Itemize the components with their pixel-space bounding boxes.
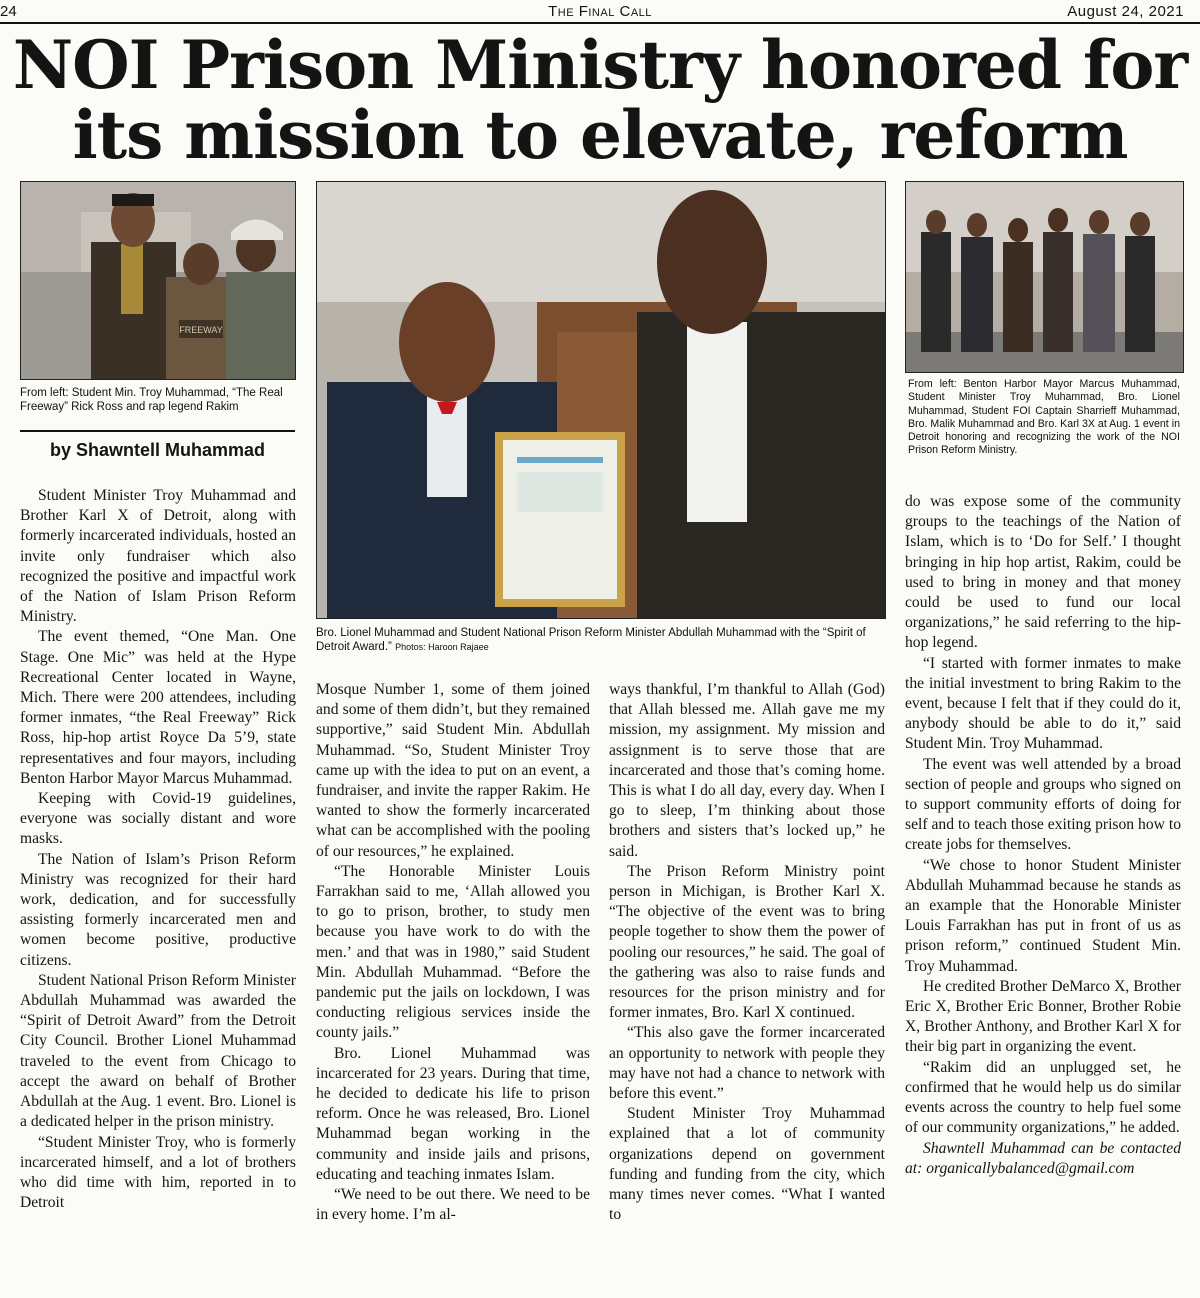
article-column-4 — [905, 492, 1181, 1179]
paragraph: “Rakim did an unplugged set, he confirmed that he would help us do similar events across the country to help fuel some of our community organizations,” he added. — [905, 1058, 1181, 1137]
paragraph: The Nation of Islam’s Prison Reform Ministry was recognized for their hard work, dedication, and for successfully assisting formerly incarcerated men and women become positive, productive citizens. — [20, 850, 296, 969]
photo-right-caption: From left: Benton Harbor Mayor Marcus Muhammad, Student Minister Troy Muhammad, Bro. Lionel Muhammad, Student FOI Captain Sharrieff Muhammad, Bro. Malik Muhammad and Bro. Karl 3X at Aug. 1 event in Detroit honoring and recognizing the work of the NOI Prison Reform Ministry. — [908, 378, 1180, 457]
paragraph: “We chose to honor Student Minister Abdullah Muhammad because he stands as an example that the Honorable Minister Louis Farrakhan has put in front of us as prison reform,” continued Student Min. Troy Muhammad. — [905, 856, 1181, 975]
paragraph: The event was well attended by a broad section of people and groups who signed on to support community efforts of doing for self and to teach those exiting prison how to create jobs for themselves. — [905, 755, 1181, 854]
paragraph: “I started with former inmates to make the initial investment to bring Rakim to the event, because I felt that if they could do it, anybody should be able to do it,” said Student Min. Troy Muhammad. — [905, 654, 1181, 753]
paragraph: “This also gave the former incarcerated an opportunity to network with people they may have not had a chance to network with before this event.” — [609, 1024, 885, 1103]
photo-center-image — [317, 182, 885, 618]
photo-left — [20, 181, 296, 380]
page-number: 24 — [0, 3, 17, 20]
issue-date: August 24, 2021 — [1067, 3, 1184, 20]
paragraph: Student Minister Troy Muhammad explained that a lot of community organizations depend on government funding and funding from the city, which many times never comes. “What I wanted to — [609, 1105, 885, 1224]
paragraph: Keeping with Covid-19 guidelines, everyone was socially distant and wore masks. — [20, 790, 296, 848]
paragraph: Student Minister Troy Muhammad and Brother Karl X of Detroit, along with formerly incarcerated individuals, hosted an invite only fundraiser which also recognized the positive and impactful work of the Nation of Islam Prison Reform Ministry. — [20, 487, 296, 626]
headline-line-1: NOI Prison Ministry honored for — [12, 26, 1188, 104]
paragraph: Student National Prison Reform Minister Abdullah Muhammad was awarded the “Spirit of Detroit Award” from the Detroit City Council. Brother Lionel Muhammad traveled to the event from Chicago to accept the award on behalf of Brother Abdullah at the Aug. 1 event. Bro. Lionel is a dedicated helper in the prison ministry. — [20, 971, 296, 1131]
byline: by Shawntell Muhammad — [20, 430, 295, 461]
photo-center-caption — [316, 626, 888, 654]
photo-left-caption: From left: Student Min. Troy Muhammad, “The Real Freeway” Rick Ross and rap legend Rakim — [20, 387, 283, 413]
paragraph: ways thankful, I’m thankful to Allah (God) that Allah blessed me. Allah gave me my mission, my assignment. My mission and assignment is to serve those that are incarcerated and those that’s coming home. This is what I do all day, every day. When I go to sleep, I’m thinking about those brothers and sisters that’s locked up,” he said. — [609, 681, 885, 860]
photo-center-caption-text: Bro. Lionel Muhammad and Student National Prison Reform Minister Abdullah Muhammad with the “Spirit of Detroit Award.” — [316, 627, 866, 653]
paragraph: “We need to be out there. We need to be in every home. I’m al- — [316, 1186, 590, 1224]
paragraph: Mosque Number 1, some of them joined and some of them didn’t, but they remained supportive,” said Student Min. Abdullah Muhammad. “So, Student Minister Troy came up with the idea to put on an event, a fundraiser, and invite the rapper Rakim. He wanted to show the formerly incarcerated what can be accomplished with the pooling of our resources,” he explained. — [316, 681, 590, 860]
article-column-1 — [20, 486, 296, 1213]
publication-name: The Final Call — [548, 3, 652, 20]
photo-right-image — [906, 182, 1183, 372]
author-contact: Shawntell Muhammad can be contacted at: organicallybalanced@gmail.com — [905, 1139, 1181, 1177]
photo-left-image — [21, 182, 295, 379]
photo-right — [905, 181, 1184, 373]
folio-bar — [0, 2, 1200, 24]
headline — [0, 26, 1200, 174]
paragraph: The event themed, “One Man. One Stage. One Mic” was held at the Hype Recreational Center located in Wayne, Mich. There were 200 attendees, including former inmates, “the Real Freeway” Rick Ross, hip-hop artist Royce Da 5’9, state representatives and four mayors, including Benton Harbor Mayor Marcus Muhammad. — [20, 628, 296, 787]
paragraph: Bro. Lionel Muhammad was incarcerated for 23 years. During that time, he decided to dedicate his life to prison reform. Once he was released, Bro. Lionel Muhammad began working in the community and inside jails and prisons, educating and teaching inmates Islam. — [316, 1044, 590, 1183]
photo-credit: Photos: Haroon Rajaee — [395, 642, 489, 652]
article-column-3 — [609, 680, 885, 1225]
headline-line-2: its mission to elevate, reform — [72, 96, 1128, 174]
paragraph: “The Honorable Minister Louis Farrakhan said to me, ‘Allah allowed you to go to prison, brother, to study men because you have work to do with the men.’ and that was in 1980,” said Student Min. Abdullah Muhammad. “Before the pandemic put the jails on lockdown, I was conducting religious services inside the county jails.” — [316, 862, 590, 1042]
paragraph: “Student Minister Troy, who is formerly incarcerated himself, and a lot of brothers who did time with him, reported in to Detroit — [20, 1133, 296, 1212]
shirt-text: FREEWAY — [179, 325, 223, 335]
article-column-2 — [316, 680, 590, 1225]
paragraph: The Prison Reform Ministry point person in Michigan, is Brother Karl X. “The objective of the event was to bring people together to show them the power of pooling our resources,” he said. The goal of the gathering was also to raise funds and resources for the prison ministry and for former inmates, Bro. Karl X continued. — [609, 862, 885, 1022]
paragraph: He credited Brother DeMarco X, Brother Eric X, Brother Eric Bonner, Brother Robie X, Brother Anthony, and Brother Karl X for their big part in organizing the event. — [905, 977, 1181, 1056]
photo-center — [316, 181, 886, 619]
paragraph: do was expose some of the community groups to the teachings of the Nation of Islam, which is to ‘Do for Self.’ I thought bringing in hip hop artist, Rakim, could be used to bring in money and that money could be used to fund our local organizations,” he said referring to the hip-hop legend. — [905, 493, 1181, 652]
